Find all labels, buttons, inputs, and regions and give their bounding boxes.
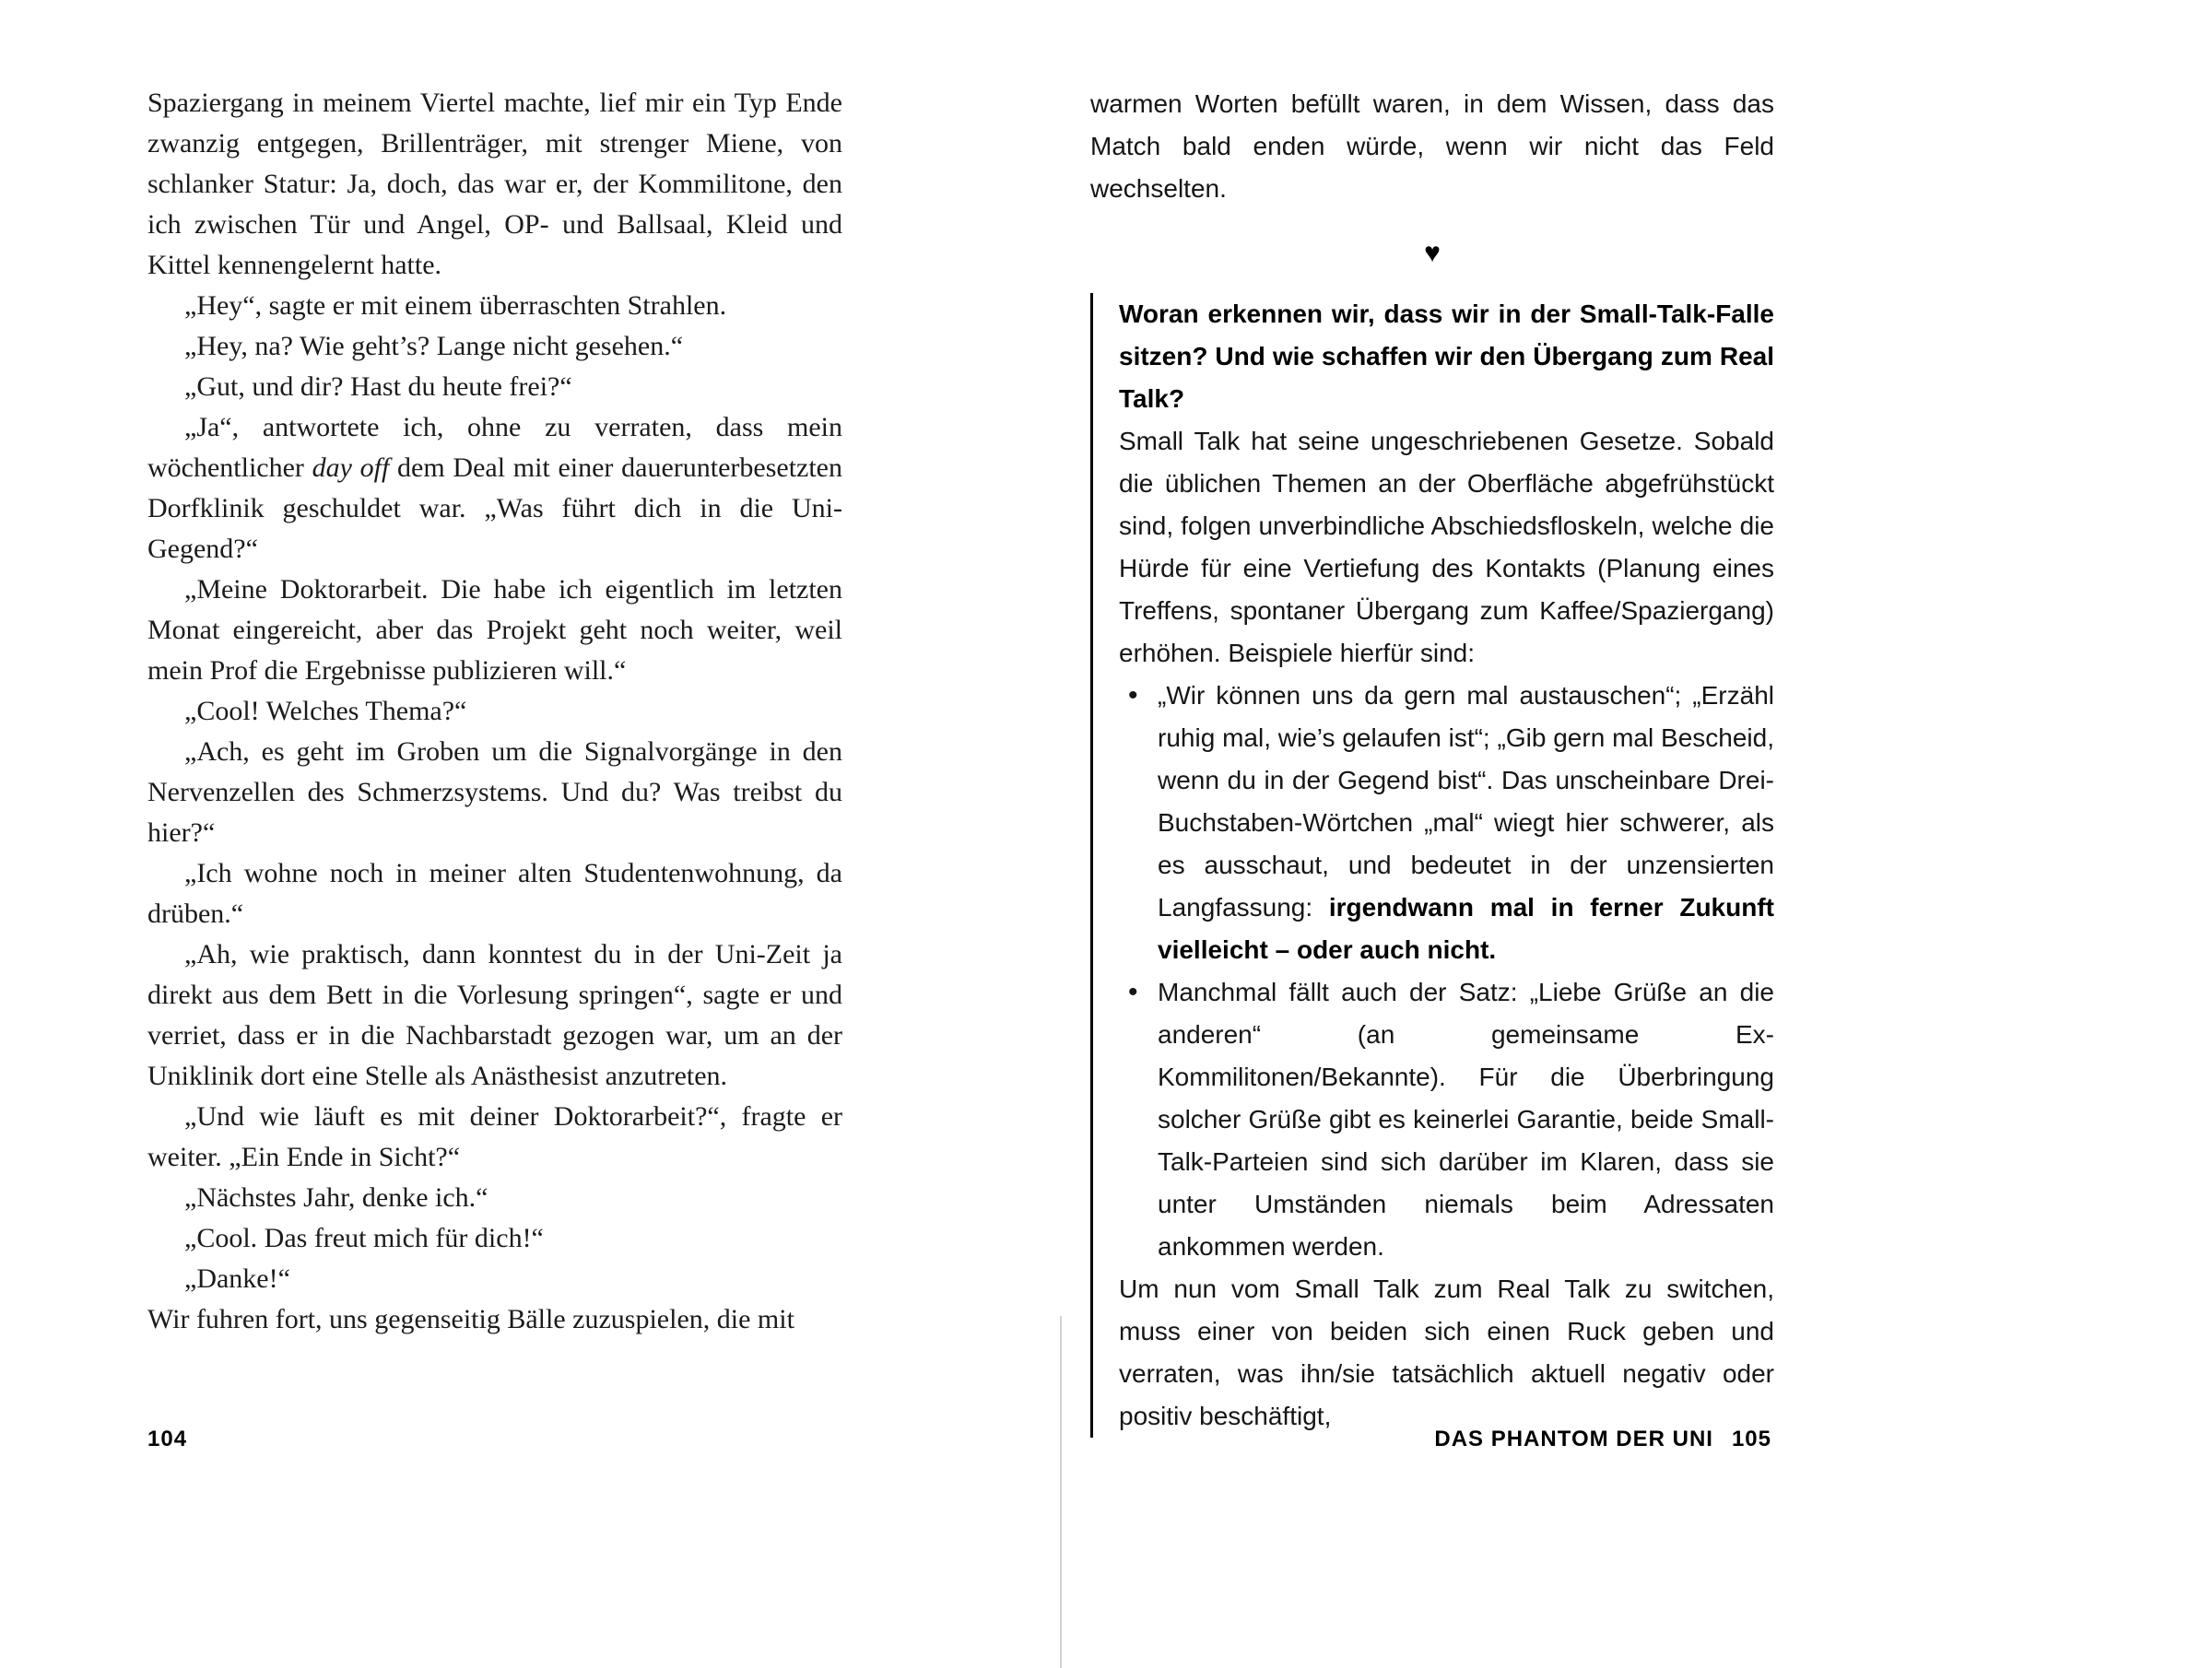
right-page [1090,83,1774,1438]
infobox-body: Small Talk hat seine ungeschriebenen Gesetze. Sobald die üblichen Themen an der Oberfläche abgefrühstückt sind, folgen unverbindliche Abschiedsfloskeln, welche die Hürde für eine Vertiefung des Kontakts (Planung eines Treffens, spontaner Übergang zum Kaffee/Spaziergang) erhöhen. Beispiele hierfür sind: [1119,427,1774,667]
bullet-text: Manchmal fällt auch der Satz: „Liebe Grüße an die anderen“ (an gemeinsame Ex-Kommilitonen/Bekannte). Für die Überbringung solcher Grüße gibt es keinerlei Garantie, beide Small-Talk-Parteien sind sich darüber im Klaren, dass sie unter Umständen niemals beim Adressaten ankommen werden. [1158,978,1774,1261]
dialogue-paragraph: „Und wie läuft es mit deiner Doktorarbeit?“, fragte er weiter. „Ein Ende in Sicht?“ [147,1101,842,1172]
paragraph-text: dem Deal mit einer dauerunterbesetzten Dorfklinik geschuldet war. „Was führt dich in die Uni-Gegend?“ [147,452,842,564]
dialogue-paragraph: „Cool! Welches Thema?“ [184,696,467,726]
left-page [147,83,842,1340]
dialogue-paragraph: „Ah, wie praktisch, dann konntest du in der Uni-Zeit ja direkt aus dem Bett in die Vorlesung springen“, sagte er und verriet, dass er in die Nachbarstadt gezogen war, um an der Uniklinik dort eine Stelle als Anästhesist anzutreten. [147,939,842,1091]
dialogue-paragraph: „Meine Doktorarbeit. Die habe ich eigentlich im letzten Monat eingereicht, aber das Projekt geht noch weiter, weil mein Prof die Ergebnisse publizieren will.“ [147,574,842,686]
dialogue-paragraph: „Danke!“ [184,1263,290,1294]
dialogue-paragraph: „Hey“, sagte er mit einem überraschten Strahlen. [184,290,727,321]
list-item [1158,971,1774,1268]
dialogue-paragraph: „Gut, und dir? Hast du heute frei?“ [184,371,572,402]
small-talk-infobox [1090,293,1774,1438]
paragraph-text: „Ja“, antwortete ich, ohne zu verraten, dass mein wöchentlicher [147,412,842,483]
body-paragraph: Spaziergang in meinem Viertel machte, lief mir ein Typ Ende zwanzig entgegen, Brillenträger, mit strenger Miene, von schlanker Statur: Ja, doch, das war er, der Kommilitone, den ich zwischen Tür und Angel, OP- und Ballsaal, Kleid und Kittel kennengelernt hatte. [147,88,842,280]
dialogue-paragraph: „Ach, es geht im Groben um die Signalvorgänge in den Nervenzellen des Schmerzsystems. Und du? Was treibst du hier?“ [147,736,842,848]
dialogue-paragraph [147,407,842,570]
dialogue-paragraph: „Hey, na? Wie geht’s? Lange nicht gesehen.“ [184,331,684,361]
body-paragraph: Wir fuhren fort, uns gegenseitig Bälle zuzuspielen, die mit [147,1304,794,1334]
infobox-bullet-list [1119,675,1774,1268]
dialogue-paragraph: „Cool. Das freut mich für dich!“ [184,1223,544,1253]
infobox-closing-paragraph: Um nun vom Small Talk zum Real Talk zu switchen, muss einer von beiden sich einen Ruck geben und verraten, was ihn/sie tatsächlich aktuell negativ oder positiv beschäftigt, [1119,1274,1774,1430]
bold-phrase: irgendwann mal in ferner Zukunft vielleicht – oder auch nicht. [1158,893,1774,964]
page-number-left: 104 [147,1427,188,1451]
page-number-right: 105 [1731,1427,1771,1451]
italic-phrase: day off [312,452,390,483]
list-item [1158,675,1774,971]
heart-icon: ♥ [1424,238,1441,268]
running-footer [1434,1427,1771,1452]
bullet-text: „Wir können uns da gern mal austauschen“; „Erzähl ruhig mal, wie’s gelaufen ist“; „Gib gern mal Bescheid, wenn du in der Gegend bist“. Das unscheinbare Drei-Buchstaben-Wörtchen „mal“ wiegt hier schwerer, als es ausschaut, und bedeutet in der unzensierten Langfassung: [1158,681,1774,922]
infobox-heading: Woran erkennen wir, dass wir in der Small-Talk-Falle sitzen? Und wie schaffen wir den Übergang zum Real Talk? [1119,300,1774,413]
page-gutter-line [1060,1316,1062,1668]
running-title: DAS PHANTOM DER UNI [1434,1427,1713,1451]
dialogue-paragraph: „Ich wohne noch in meiner alten Studentenwohnung, da drüben.“ [147,858,842,929]
dialogue-paragraph: „Nächstes Jahr, denke ich.“ [184,1182,488,1213]
intro-paragraph: warmen Worten befüllt waren, in dem Wissen, dass das Match bald enden würde, wenn wir nicht das Feld wechselten. [1090,89,1774,203]
